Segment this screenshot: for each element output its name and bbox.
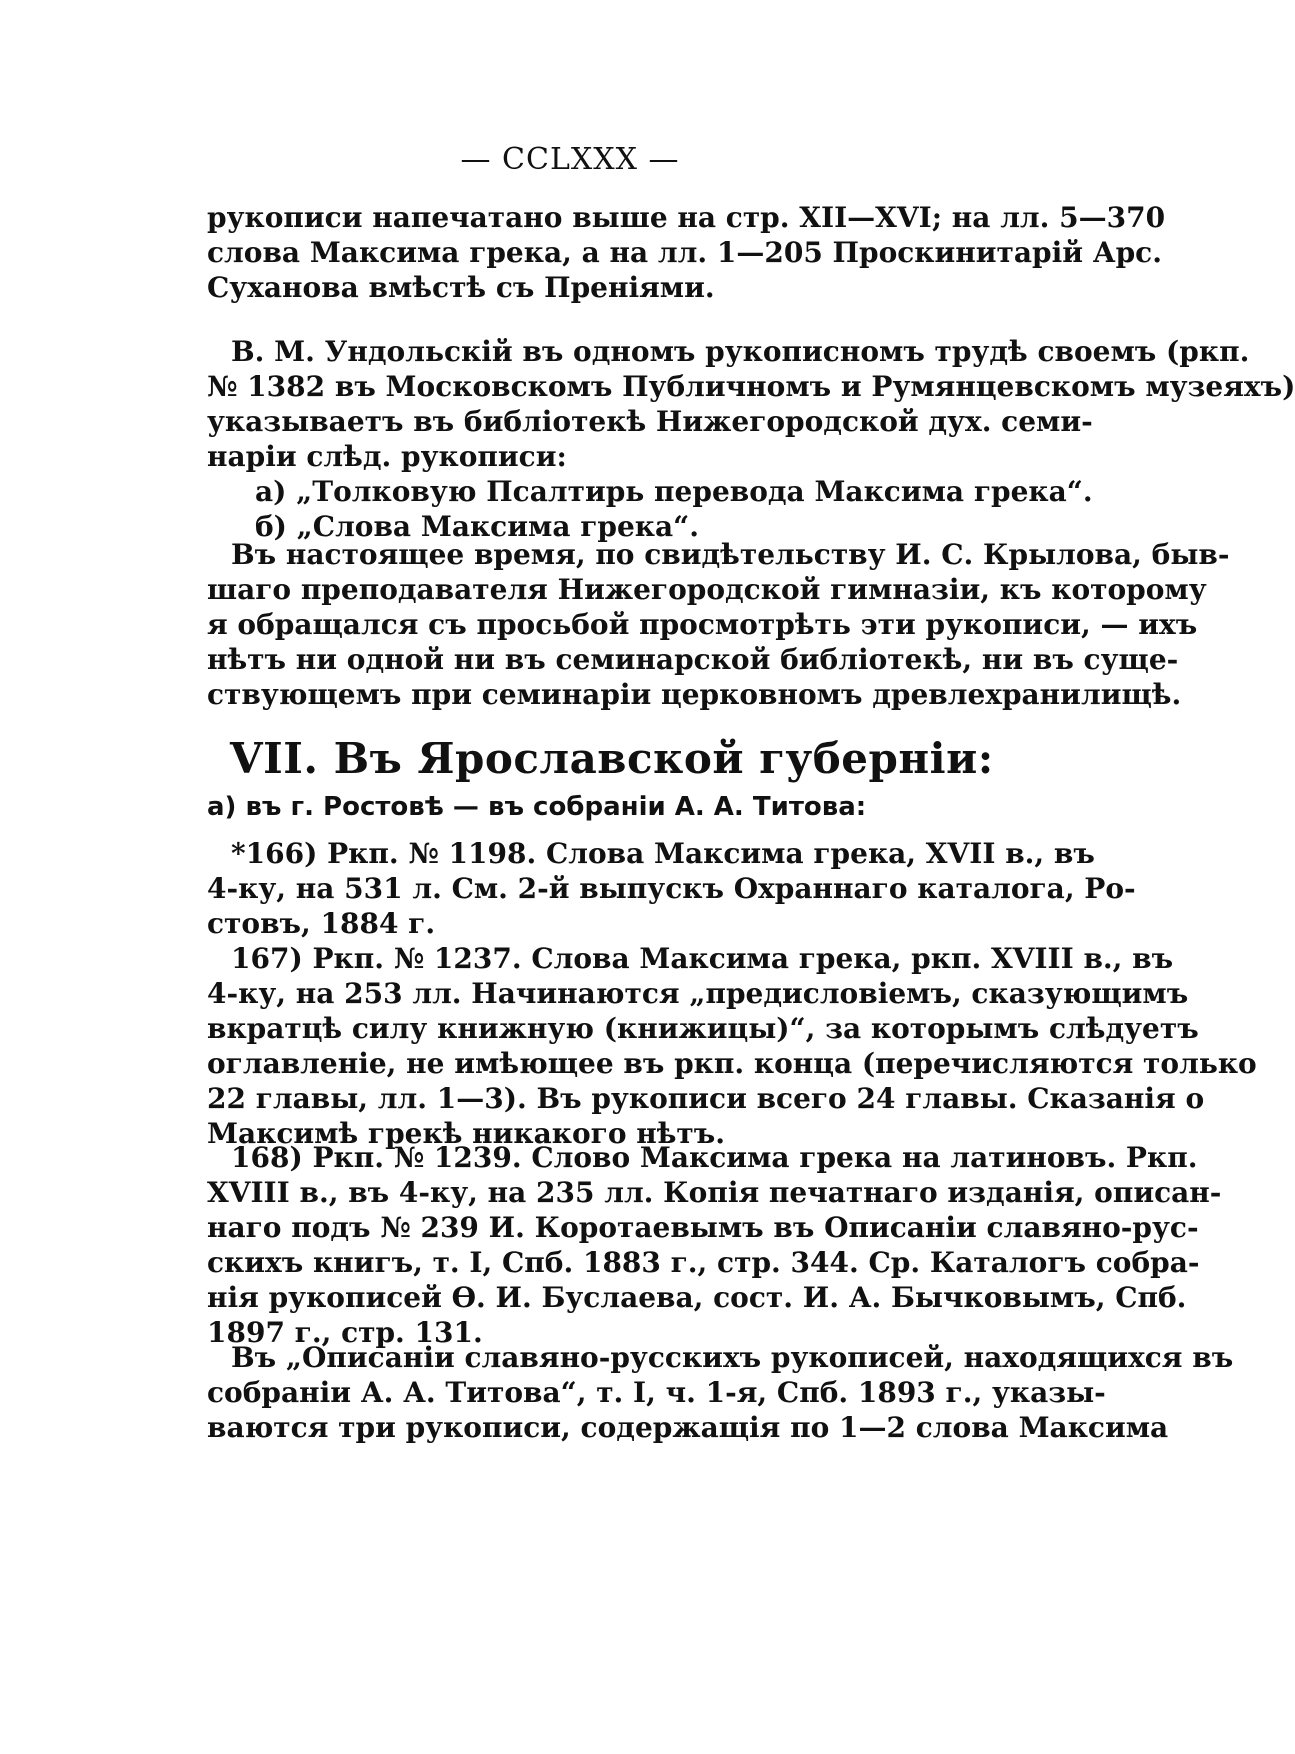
section-heading: VII. Въ Ярославской губерніи: xyxy=(230,734,994,783)
text-line: Въ настоящее время, по свидѣтельству И. С. Крылова, быв- xyxy=(231,538,1230,571)
text-line: 167) Ркп. № 1237. Слова Максима грека, ркп. XVIII в., въ xyxy=(231,942,1174,975)
paragraph-1 xyxy=(207,200,1166,305)
text-line: наго подъ № 239 И. Коротаевымъ въ Описаніи славяно-рус- xyxy=(207,1211,1199,1244)
text-line: слова Максима грека, а на лл. 1—205 Проскинитарій Арс. xyxy=(207,236,1162,269)
text-line: 4-ку, на 531 л. См. 2-й выпускъ Охраннаго каталога, Ро- xyxy=(207,872,1136,905)
text-line: нѣтъ ни одной ни въ семинарской библіотекѣ, ни въ суще- xyxy=(207,643,1179,676)
page-number: — CCLXXX — xyxy=(460,142,680,177)
text-line: Суханова вмѣстѣ съ Преніями. xyxy=(207,271,715,304)
text-line: 1897 г., стр. 131. xyxy=(207,1316,483,1349)
text-line: нія рукописей Ѳ. И. Буслаева, сост. И. А. Бычковымъ, Спб. xyxy=(207,1281,1187,1314)
text-line: № 1382 въ Московскомъ Публичномъ и Румянцевскомъ музеяхъ) xyxy=(207,370,1295,403)
text-line: 4-ку, на 253 лл. Начинаются „предисловіемъ, сказующимъ xyxy=(207,977,1189,1010)
text-line: указываетъ въ библіотекѣ Нижегородской дух. семи- xyxy=(207,405,1093,438)
text-line: наріи слѣд. рукописи: xyxy=(207,440,567,473)
paragraph-3 xyxy=(207,537,1230,712)
text-line: Въ „Описаніи славяно-русскихъ рукописей, находящихся въ xyxy=(231,1341,1234,1374)
entry-168 xyxy=(207,1140,1222,1350)
text-line: 168) Ркп. № 1239. Слово Максима грека на латиновъ. Ркп. xyxy=(231,1141,1198,1174)
paragraph-last xyxy=(207,1340,1234,1445)
section-subheading: а) въ г. Ростовѣ — въ собраніи А. А. Титова: xyxy=(207,792,867,822)
text-line: а) „Толковую Псалтирь перевода Максима грека“. xyxy=(255,475,1093,508)
text-line: ствующемъ при семинаріи церковномъ древлехранилищѣ. xyxy=(207,678,1182,711)
text-line: *166) Ркп. № 1198. Слова Максима грека, XVII в., въ xyxy=(231,837,1095,870)
text-line: собраніи А. А. Титова“, т. I, ч. 1-я, Спб. 1893 г., указы- xyxy=(207,1376,1106,1409)
text-line: ваются три рукописи, содержащія по 1—2 слова Максима xyxy=(207,1411,1169,1444)
paragraph-2 xyxy=(207,334,1295,544)
text-line: вкратцѣ силу книжную (книжицы)“, за которымъ слѣдуетъ xyxy=(207,1012,1199,1045)
entry-167 xyxy=(207,941,1257,1151)
text-line: Максимѣ грекѣ никакого нѣтъ. xyxy=(207,1117,725,1150)
text-line: б) „Слова Максима грека“. xyxy=(255,510,699,543)
text-line: стовъ, 1884 г. xyxy=(207,907,436,940)
text-line: рукописи напечатано выше на стр. XII—XVI; на лл. 5—370 xyxy=(207,201,1166,234)
text-line: скихъ книгъ, т. I, Спб. 1883 г., стр. 344. Ср. Каталогъ собра- xyxy=(207,1246,1200,1279)
text-line: я обращался съ просьбой просмотрѣть эти рукописи, — ихъ xyxy=(207,608,1198,641)
text-line: 22 главы, лл. 1—3). Въ рукописи всего 24 главы. Сказанія о xyxy=(207,1082,1205,1115)
text-line: В. М. Ундольскій въ одномъ рукописномъ трудѣ своемъ (ркп. xyxy=(231,335,1250,368)
entry-166 xyxy=(207,836,1136,941)
text-line: шаго преподавателя Нижегородской гимназіи, къ которому xyxy=(207,573,1207,606)
text-line: оглавленіе, не имѣющее въ ркп. конца (перечисляются только xyxy=(207,1047,1257,1080)
text-line: XVIII в., въ 4-ку, на 235 лл. Копія печатнаго изданія, описан- xyxy=(207,1176,1222,1209)
